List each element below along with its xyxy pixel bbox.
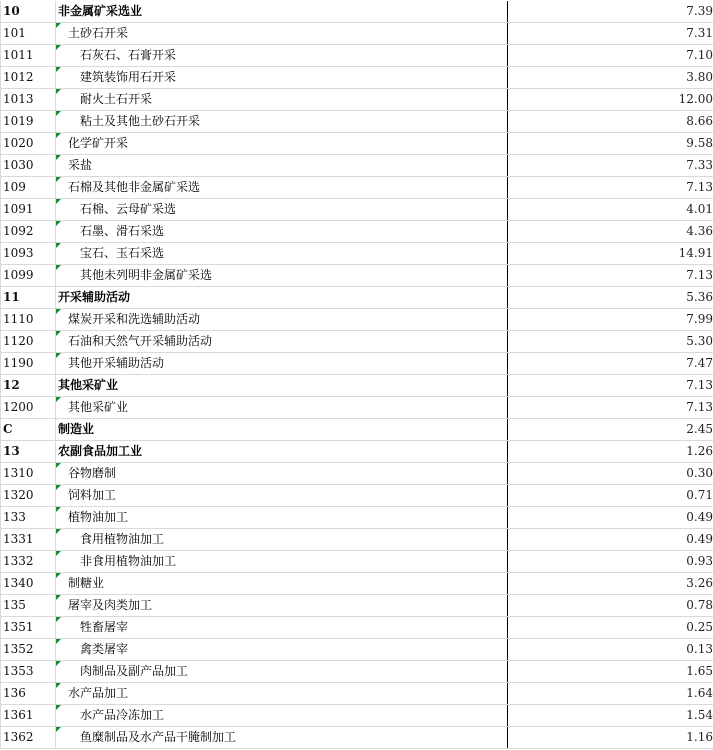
industry-code-cell[interactable]: 1013: [1, 89, 56, 111]
industry-name-cell[interactable]: [56, 507, 508, 529]
industry-name-text: 耐火土石开采: [56, 89, 152, 110]
industry-name-text: 建筑装饰用石开采: [56, 67, 176, 88]
industry-name-text: 石棉及其他非金属矿采选: [56, 177, 200, 198]
industry-code-cell[interactable]: 1190: [1, 353, 56, 375]
industry-name-text: 肉制品及副产品加工: [56, 661, 188, 682]
industry-name-cell[interactable]: [56, 309, 508, 331]
industry-code-cell[interactable]: 135: [1, 595, 56, 617]
value-cell[interactable]: 7.13: [508, 265, 713, 287]
industry-name-text: 制造业: [56, 419, 94, 440]
industry-name-cell[interactable]: [56, 551, 508, 573]
industry-name-text: 石棉、云母矿采选: [56, 199, 176, 220]
industry-code-cell[interactable]: 1099: [1, 265, 56, 287]
table-row: [1, 133, 713, 155]
cell-comment-marker-icon: [56, 397, 61, 402]
table-row: [1, 727, 713, 749]
value-cell[interactable]: 1.54: [508, 705, 713, 727]
cell-comment-marker-icon: [56, 89, 61, 94]
industry-name-text: 鱼糜制品及水产品干腌制加工: [56, 727, 236, 748]
table-row: [1, 1, 713, 23]
industry-name-text: 谷物磨制: [56, 463, 116, 484]
cell-comment-marker-icon: [56, 353, 61, 358]
industry-code-cell[interactable]: 1361: [1, 705, 56, 727]
industry-name-cell[interactable]: [56, 177, 508, 199]
industry-name-cell[interactable]: [56, 463, 508, 485]
table-row: [1, 463, 713, 485]
industry-code-cell[interactable]: 1351: [1, 617, 56, 639]
industry-code-cell[interactable]: 1120: [1, 331, 56, 353]
cell-comment-marker-icon: [56, 661, 61, 666]
value-cell[interactable]: 7.39: [508, 1, 713, 23]
industry-name-text: 非金属矿采选业: [56, 1, 142, 22]
industry-code-cell[interactable]: 12: [1, 375, 56, 397]
table-row: [1, 45, 713, 67]
industry-code-cell[interactable]: 1110: [1, 309, 56, 331]
value-cell[interactable]: 2.45: [508, 419, 713, 441]
industry-name-cell[interactable]: [56, 111, 508, 133]
table-row: [1, 199, 713, 221]
industry-code-cell[interactable]: 1020: [1, 133, 56, 155]
industry-name-cell[interactable]: [56, 617, 508, 639]
industry-name-text: 禽类屠宰: [56, 639, 128, 660]
table-row: [1, 661, 713, 683]
cell-comment-marker-icon: [56, 111, 61, 116]
industry-code-cell[interactable]: 1352: [1, 639, 56, 661]
cell-comment-marker-icon: [56, 199, 61, 204]
value-cell[interactable]: 14.91: [508, 243, 713, 265]
table-row: [1, 397, 713, 419]
industry-name-cell[interactable]: [56, 419, 508, 441]
industry-name-text: 石油和天然气开采辅助活动: [56, 331, 212, 352]
industry-name-cell[interactable]: [56, 1, 508, 23]
value-cell[interactable]: 0.78: [508, 595, 713, 617]
industry-name-text: 饲料加工: [56, 485, 116, 506]
industry-name-text: 牲畜屠宰: [56, 617, 128, 638]
industry-name-text: 石墨、滑石采选: [56, 221, 164, 242]
cell-comment-marker-icon: [56, 23, 61, 28]
industry-name-cell[interactable]: [56, 265, 508, 287]
industry-code-cell[interactable]: 1362: [1, 727, 56, 749]
value-cell[interactable]: 7.99: [508, 309, 713, 331]
value-cell[interactable]: 1.65: [508, 661, 713, 683]
industry-name-cell[interactable]: [56, 133, 508, 155]
value-cell[interactable]: 1.16: [508, 727, 713, 749]
table-row: [1, 111, 713, 133]
industry-name-cell[interactable]: [56, 199, 508, 221]
industry-name-text: 其他开采辅助活动: [56, 353, 164, 374]
value-cell[interactable]: 0.25: [508, 617, 713, 639]
cell-comment-marker-icon: [56, 331, 61, 336]
value-cell[interactable]: 7.13: [508, 397, 713, 419]
industry-name-text: 水产品冷冻加工: [56, 705, 164, 726]
table-row: [1, 331, 713, 353]
industry-code-cell[interactable]: 1030: [1, 155, 56, 177]
spreadsheet-table: [0, 1, 713, 749]
industry-name-text: 化学矿开采: [56, 133, 128, 154]
industry-name-text: 采盐: [56, 155, 92, 176]
table-row: [1, 23, 713, 45]
industry-code-cell[interactable]: 1012: [1, 67, 56, 89]
industry-name-text: 粘土及其他土砂石开采: [56, 111, 200, 132]
industry-name-text: 水产品加工: [56, 683, 128, 704]
cell-comment-marker-icon: [56, 155, 61, 160]
cell-comment-marker-icon: [56, 67, 61, 72]
industry-name-cell[interactable]: [56, 529, 508, 551]
industry-name-text: 食用植物油加工: [56, 529, 164, 550]
industry-name-text: 制糖业: [56, 573, 104, 594]
table-row: [1, 265, 713, 287]
value-cell[interactable]: 7.13: [508, 375, 713, 397]
table-row: [1, 485, 713, 507]
cell-comment-marker-icon: [56, 705, 61, 710]
value-cell[interactable]: 7.47: [508, 353, 713, 375]
value-cell[interactable]: 5.36: [508, 287, 713, 309]
cell-comment-marker-icon: [56, 683, 61, 688]
table-row: [1, 177, 713, 199]
industry-name-cell[interactable]: [56, 353, 508, 375]
value-cell[interactable]: 0.13: [508, 639, 713, 661]
value-cell[interactable]: 4.36: [508, 221, 713, 243]
industry-name-cell[interactable]: [56, 45, 508, 67]
industry-code-cell[interactable]: 1340: [1, 573, 56, 595]
value-cell[interactable]: 0.71: [508, 485, 713, 507]
table-row: [1, 155, 713, 177]
table-row: [1, 67, 713, 89]
industry-name-text: 煤炭开采和洗选辅助活动: [56, 309, 200, 330]
industry-name-cell[interactable]: [56, 397, 508, 419]
table-row: [1, 89, 713, 111]
industry-name-cell[interactable]: [56, 67, 508, 89]
value-cell[interactable]: 0.49: [508, 507, 713, 529]
industry-code-cell[interactable]: 1310: [1, 463, 56, 485]
industry-name-cell[interactable]: [56, 441, 508, 463]
value-cell[interactable]: 7.31: [508, 23, 713, 45]
industry-name-text: 非食用植物油加工: [56, 551, 176, 572]
value-cell[interactable]: 8.66: [508, 111, 713, 133]
industry-code-cell[interactable]: 11: [1, 287, 56, 309]
table-row: [1, 595, 713, 617]
industry-name-text: 开采辅助活动: [56, 287, 130, 308]
cell-comment-marker-icon: [56, 595, 61, 600]
industry-code-cell[interactable]: 1353: [1, 661, 56, 683]
cell-comment-marker-icon: [56, 243, 61, 248]
table-row: [1, 309, 713, 331]
table-row: [1, 617, 713, 639]
industry-code-cell[interactable]: 1093: [1, 243, 56, 265]
table-row: [1, 705, 713, 727]
industry-name-cell[interactable]: [56, 243, 508, 265]
industry-name-text: 其他采矿业: [56, 375, 118, 396]
cell-comment-marker-icon: [56, 133, 61, 138]
industry-code-cell[interactable]: 1019: [1, 111, 56, 133]
cell-comment-marker-icon: [56, 573, 61, 578]
industry-name-cell[interactable]: [56, 23, 508, 45]
industry-code-cell[interactable]: 136: [1, 683, 56, 705]
cell-comment-marker-icon: [56, 45, 61, 50]
value-cell[interactable]: 0.93: [508, 551, 713, 573]
industry-code-cell[interactable]: 13: [1, 441, 56, 463]
cell-comment-marker-icon: [56, 177, 61, 182]
industry-name-text: 土砂石开采: [56, 23, 128, 44]
industry-code-cell[interactable]: 1091: [1, 199, 56, 221]
industry-name-cell[interactable]: [56, 727, 508, 749]
spreadsheet-body: [1, 1, 713, 749]
industry-name-cell[interactable]: [56, 705, 508, 727]
table-row: [1, 639, 713, 661]
cell-comment-marker-icon: [56, 221, 61, 226]
table-row: [1, 683, 713, 705]
table-row: [1, 287, 713, 309]
value-cell[interactable]: 0.30: [508, 463, 713, 485]
industry-code-cell[interactable]: C: [1, 419, 56, 441]
value-cell[interactable]: 4.01: [508, 199, 713, 221]
table-row: [1, 419, 713, 441]
industry-name-cell[interactable]: [56, 485, 508, 507]
industry-name-cell[interactable]: [56, 639, 508, 661]
table-row: [1, 375, 713, 397]
value-cell[interactable]: 7.13: [508, 177, 713, 199]
industry-code-cell[interactable]: 1011: [1, 45, 56, 67]
industry-name-text: 石灰石、石膏开采: [56, 45, 176, 66]
industry-code-cell[interactable]: 1092: [1, 221, 56, 243]
industry-code-cell[interactable]: 1200: [1, 397, 56, 419]
value-cell[interactable]: 7.10: [508, 45, 713, 67]
table-row: [1, 221, 713, 243]
industry-name-cell[interactable]: [56, 89, 508, 111]
industry-name-text: 植物油加工: [56, 507, 128, 528]
industry-name-cell[interactable]: [56, 331, 508, 353]
cell-comment-marker-icon: [56, 617, 61, 622]
table-row: [1, 529, 713, 551]
cell-comment-marker-icon: [56, 463, 61, 468]
industry-code-cell[interactable]: 101: [1, 23, 56, 45]
industry-name-cell[interactable]: [56, 221, 508, 243]
value-cell[interactable]: 9.58: [508, 133, 713, 155]
industry-name-text: 屠宰及肉类加工: [56, 595, 152, 616]
value-cell[interactable]: 3.80: [508, 67, 713, 89]
industry-code-cell[interactable]: 1331: [1, 529, 56, 551]
industry-code-cell[interactable]: 10: [1, 1, 56, 23]
industry-name-text: 农副食品加工业: [56, 441, 142, 462]
cell-comment-marker-icon: [56, 551, 61, 556]
cell-comment-marker-icon: [56, 309, 61, 314]
industry-name-text: 其他采矿业: [56, 397, 128, 418]
cell-comment-marker-icon: [56, 727, 61, 732]
industry-name-cell[interactable]: [56, 375, 508, 397]
industry-name-text: 宝石、玉石采选: [56, 243, 164, 264]
industry-name-cell[interactable]: [56, 287, 508, 309]
cell-comment-marker-icon: [56, 529, 61, 534]
value-cell[interactable]: 1.64: [508, 683, 713, 705]
industry-code-cell[interactable]: 1332: [1, 551, 56, 573]
industry-name-cell[interactable]: [56, 573, 508, 595]
industry-name-cell[interactable]: [56, 683, 508, 705]
table-row: [1, 507, 713, 529]
table-row: [1, 353, 713, 375]
value-cell[interactable]: 5.30: [508, 331, 713, 353]
cell-comment-marker-icon: [56, 265, 61, 270]
value-cell[interactable]: 7.33: [508, 155, 713, 177]
cell-comment-marker-icon: [56, 485, 61, 490]
table-row: [1, 243, 713, 265]
table-row: [1, 441, 713, 463]
industry-code-cell[interactable]: 1320: [1, 485, 56, 507]
value-cell[interactable]: 12.00: [508, 89, 713, 111]
value-cell[interactable]: 1.26: [508, 441, 713, 463]
value-cell[interactable]: 0.49: [508, 529, 713, 551]
table-row: [1, 551, 713, 573]
industry-name-cell[interactable]: [56, 155, 508, 177]
value-cell[interactable]: 3.26: [508, 573, 713, 595]
industry-name-cell[interactable]: [56, 661, 508, 683]
industry-code-cell[interactable]: 133: [1, 507, 56, 529]
cell-comment-marker-icon: [56, 639, 61, 644]
table-row: [1, 573, 713, 595]
industry-name-cell[interactable]: [56, 595, 508, 617]
cell-comment-marker-icon: [56, 507, 61, 512]
industry-code-cell[interactable]: 109: [1, 177, 56, 199]
industry-name-text: 其他未列明非金属矿采选: [56, 265, 212, 286]
